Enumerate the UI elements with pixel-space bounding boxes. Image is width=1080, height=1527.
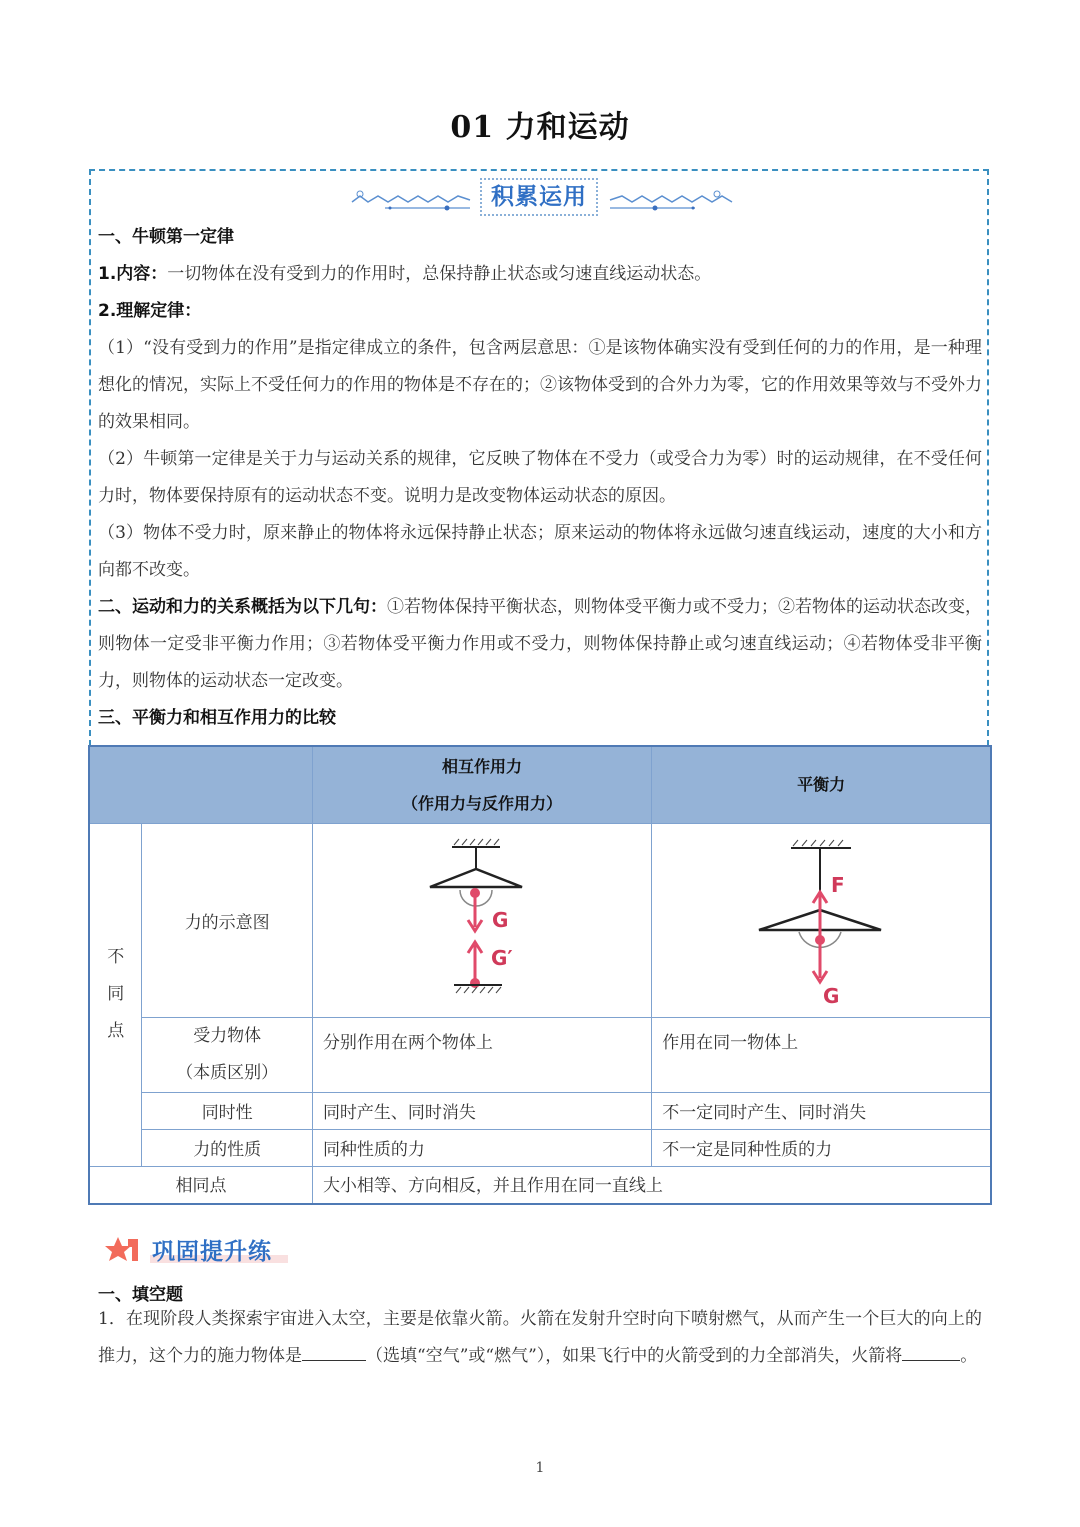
table-row	[89, 1092, 991, 1129]
group-char: 不	[107, 947, 125, 967]
content-item	[98, 256, 982, 293]
mutual-force-diagram-cell	[312, 823, 651, 1017]
section3-heading: 三、平衡力和相互作用力的比较	[98, 708, 336, 728]
mutual-force-diagram-icon	[412, 835, 552, 1000]
wave-decoration-left-icon	[340, 176, 475, 220]
answer-blank-2[interactable]	[902, 1342, 960, 1361]
section2-text: ①若物体保持平衡状态，则物体受平衡力或不受力；②若物体的运动状态改变，则物体一定受非平衡力作用；③若物体受平衡力作用或不受力，则物体保持静止或匀速直线运动；④若物体受非平衡力，则物体的运动状态一定改变。	[98, 597, 982, 691]
paragraph-1: （1）“没有受到力的作用”是指定律成立的条件，包含两层意思：①是该物体确实没有受到任何的力的作用，是一种理想化的情况，实际上不受任何力的作用的物体是不存在的；②该物体受到的合外力为零，它的作用效果等效与不受外力的效果相同。	[98, 338, 982, 432]
force-label-f: F	[831, 872, 845, 897]
section2-heading: 二、运动和力的关系概括为以下几句：	[98, 597, 387, 617]
cell-same: 大小相等、方向相反，并且作用在同一直线上	[312, 1166, 991, 1204]
header-empty-cell	[89, 746, 312, 823]
row-label-line1: 受力物体	[193, 1025, 262, 1046]
cell-balanced: 不一定同时产生、同时消失	[652, 1092, 991, 1129]
item1-label: 1.内容：	[98, 264, 168, 284]
page-title: 01 力和运动	[450, 110, 630, 145]
table-row	[89, 1017, 991, 1092]
row-label	[142, 1017, 313, 1092]
practice-banner-label: 巩固提升练	[152, 1239, 272, 1265]
section1-heading: 一、牛顿第一定律	[98, 227, 234, 247]
star-icon	[104, 1235, 144, 1265]
cell-balanced: 不一定是同种性质的力	[652, 1129, 991, 1166]
table-row-same	[89, 1166, 991, 1204]
question-1-text: 1．在现阶段人类探索宇宙进入太空，主要是依靠火箭。火箭在发射升空时向下喷射燃气，从而产生一个巨大的向上的推力，这个力的施力物体是	[98, 1309, 982, 1366]
row-label: 相同点	[89, 1166, 312, 1204]
answer-blank-1[interactable]	[302, 1342, 366, 1361]
force-label-g: G	[492, 908, 509, 932]
group-char: 点	[107, 1021, 125, 1041]
item1-text: 一切物体在没有受到力的作用时，总保持静止状态或匀速直线运动状态。	[167, 264, 712, 284]
table-row	[89, 1129, 991, 1166]
group-label-cell	[89, 823, 142, 1166]
group-char: 同	[107, 984, 125, 1004]
table-row	[89, 823, 991, 1017]
header-mutual-force	[312, 746, 651, 823]
cell-mutual: 分别作用在两个物体上	[312, 1017, 651, 1092]
cell-mutual: 同时产生、同时消失	[312, 1092, 651, 1129]
practice-heading: 一、填空题	[98, 1285, 183, 1305]
paragraph-3: （3）物体不受力时，原来静止的物体将永远保持静止状态；原来运动的物体将永远做匀速直线运动，速度的大小和方向都不改变。	[98, 523, 982, 580]
force-label-g: G	[823, 983, 840, 1008]
accumulate-banner	[340, 176, 740, 220]
item2-label: 2.理解定律：	[98, 301, 202, 321]
question-1	[98, 1301, 982, 1375]
balanced-force-diagram-cell	[652, 823, 991, 1017]
table-header-row	[89, 746, 991, 823]
banner-label: 积累运用	[480, 178, 598, 216]
page-number: 1	[535, 1460, 545, 1476]
section2-block	[98, 589, 982, 700]
question-1-text: （选填“空气”或“燃气”），如果飞行中的火箭受到的力全部消失，火箭将	[366, 1346, 903, 1366]
row-label: 力的性质	[142, 1129, 313, 1166]
balanced-force-diagram-icon	[746, 828, 896, 1008]
row-label: 力的示意图	[142, 823, 313, 1017]
wave-decoration-right-icon	[605, 176, 740, 220]
header-mutual-force-title: 相互作用力	[442, 756, 523, 776]
row-label: 同时性	[142, 1092, 313, 1129]
comparison-table	[88, 745, 992, 1205]
question-1-text: 。	[960, 1346, 978, 1366]
cell-mutual: 同种性质的力	[312, 1129, 651, 1166]
header-mutual-force-subtitle: （作用力与反作用力）	[402, 793, 563, 813]
force-label-g-prime: G′	[491, 946, 513, 970]
header-balanced-force: 平衡力	[652, 746, 991, 823]
cell-balanced: 作用在同一物体上	[652, 1017, 991, 1092]
row-label-line2: （本质区别）	[176, 1062, 279, 1083]
paragraph-2: （2）牛顿第一定律是关于力与运动关系的规律，它反映了物体在不受力（或受合力为零）时的运动规律，在不受任何力时，物体要保持原有的运动状态不变。说明力是改变物体运动状态的原因。	[98, 449, 982, 506]
